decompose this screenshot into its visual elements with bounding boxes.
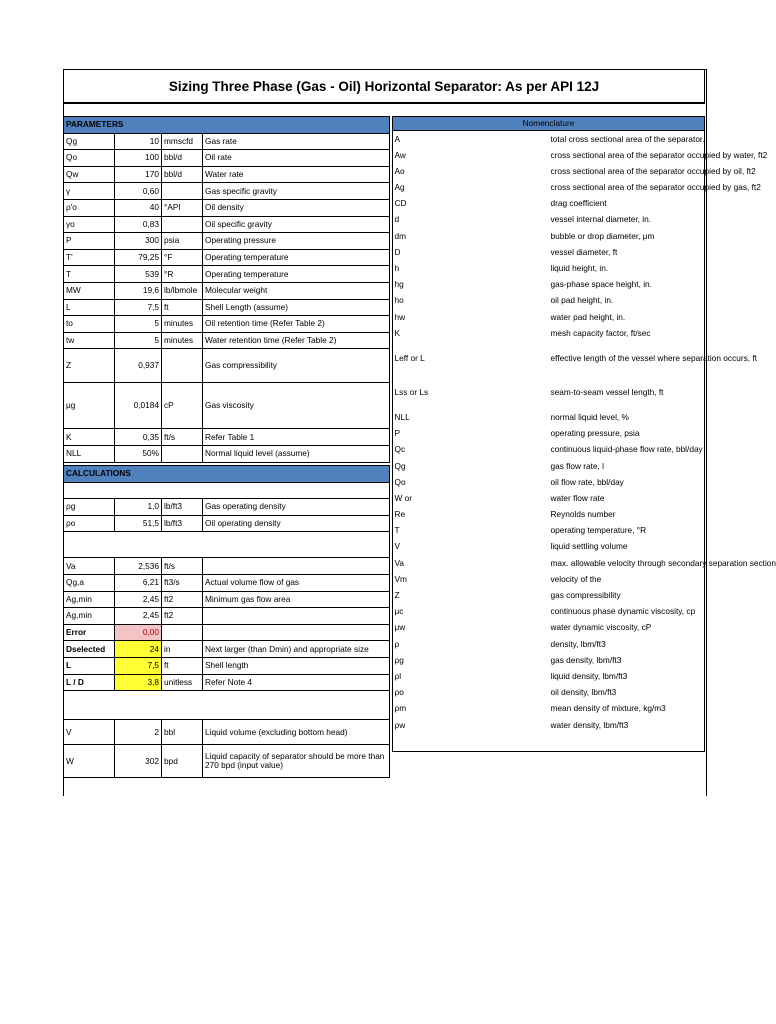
nomenclature-item — [393, 620, 705, 636]
divider — [63, 103, 705, 104]
nomenclature-item — [393, 163, 705, 179]
nomenclature-item — [393, 474, 705, 490]
row-unit: bpd — [162, 745, 203, 778]
row-symbol: Qg,a — [64, 574, 115, 591]
row-unit — [162, 624, 203, 641]
nomenclature-description: drag coefficient — [550, 198, 607, 209]
table-row — [64, 199, 390, 216]
nomenclature-description: oil density, lbm/ft3 — [550, 687, 617, 698]
row-unit: ft2 — [162, 608, 203, 625]
row-description — [203, 608, 390, 625]
nomenclature-description: mesh capacity factor, ft/sec — [550, 327, 651, 338]
row-description: Gas operating density — [203, 499, 390, 516]
row-unit: bbl/d — [162, 166, 203, 183]
row-description: Refer Table 1 — [203, 429, 390, 446]
row-description: Operating temperature — [203, 249, 390, 266]
nomenclature-item — [393, 442, 705, 458]
table-row — [64, 316, 390, 333]
row-unit: lb/ft3 — [162, 499, 203, 516]
row-unit: °F — [162, 249, 203, 266]
table-row — [64, 282, 390, 299]
row-description: Water retention time (Refer Table 2) — [203, 332, 390, 349]
nomenclature-item — [393, 180, 705, 196]
row-symbol: γo — [64, 216, 115, 233]
row-value: 6,21 — [115, 574, 162, 591]
nomenclature-description: cross sectional area of the separator occupied by gas, ft2 — [550, 182, 761, 193]
row-value: 3,8 — [115, 674, 162, 691]
table-row — [64, 383, 390, 429]
row-value: 50% — [115, 445, 162, 462]
row-description: Oil density — [203, 199, 390, 216]
table-row — [64, 515, 390, 532]
row-symbol: Qw — [64, 166, 115, 183]
nomenclature-description: oil flow rate, bbl/day — [550, 476, 624, 487]
table-row — [64, 499, 390, 516]
row-unit: °API — [162, 199, 203, 216]
nomenclature-symbol: Vm — [394, 573, 407, 584]
row-value: 0,937 — [115, 349, 162, 383]
nomenclature-item — [393, 539, 705, 555]
nomenclature-description: operating pressure, psia — [550, 428, 640, 439]
row-description: Water rate — [203, 166, 390, 183]
row-unit: ft — [162, 657, 203, 674]
nomenclature-description: normal liquid level, % — [550, 411, 629, 422]
nomenclature-symbol: W or — [394, 492, 413, 503]
row-unit: mmscfd — [162, 133, 203, 150]
row-symbol: Ag,min — [64, 591, 115, 608]
nomenclature-symbol: ρl — [394, 670, 402, 681]
nomenclature-symbol: Ag — [394, 182, 405, 193]
row-symbol: μg — [64, 383, 115, 429]
row-symbol: Ag,min — [64, 608, 115, 625]
nomenclature-symbol: ρo — [394, 687, 404, 698]
table-row — [64, 720, 390, 745]
nomenclature-description: gas density, lbm/ft3 — [550, 654, 622, 665]
nomenclature-symbol: d — [394, 214, 400, 225]
nomenclature-item — [393, 147, 705, 163]
nomenclature-description: effective length of the vessel where separation occurs, ft — [550, 352, 757, 363]
nomenclature-description: oil pad height, in. — [550, 295, 614, 306]
row-unit: minutes — [162, 332, 203, 349]
nomenclature-symbol: A — [394, 133, 401, 144]
table-row — [64, 558, 390, 575]
nomenclature-description: continuous liquid-phase flow rate, bbl/day — [550, 444, 703, 455]
nomenclature-description: water dynamic viscosity, cP — [550, 622, 652, 633]
row-value: 0,35 — [115, 429, 162, 446]
nomenclature-description: density, lbm/ft3 — [550, 638, 606, 649]
nomenclature-item — [393, 228, 705, 244]
row-description: Next larger (than Dmin) and appropriate size — [203, 641, 390, 658]
row-description: Oil operating density — [203, 515, 390, 532]
row-unit — [162, 445, 203, 462]
row-description: Shell Length (assume) — [203, 299, 390, 316]
row-description: Oil specific gravity — [203, 216, 390, 233]
row-value: 7,5 — [115, 657, 162, 674]
nomenclature-symbol: dm — [394, 230, 407, 241]
nomenclature-description: gas flow rate, l — [550, 460, 604, 471]
row-value: 5 — [115, 316, 162, 333]
nomenclature-item — [393, 636, 705, 652]
nomenclature-symbol: Leff or L — [394, 352, 425, 363]
nomenclature-item — [393, 309, 705, 325]
nomenclature-symbol: ho — [394, 295, 404, 306]
table-row — [64, 216, 390, 233]
row-value: 51,5 — [115, 515, 162, 532]
row-value: 19,6 — [115, 282, 162, 299]
nomenclature-item — [393, 244, 705, 260]
nomenclature-description: gas compressibility — [550, 590, 621, 601]
table-row — [64, 299, 390, 316]
row-symbol: MW — [64, 282, 115, 299]
nomenclature-symbol: Va — [394, 557, 405, 568]
nomenclature-symbol: Qo — [394, 476, 406, 487]
nomenclature-description: water flow rate — [550, 492, 605, 503]
nomenclature-header: Nomenclature — [393, 117, 705, 131]
row-unit: ft/s — [162, 429, 203, 446]
nomenclature-description: mean density of mixture, kg/m3 — [550, 703, 666, 714]
table-row — [64, 591, 390, 608]
table-row — [64, 745, 390, 778]
table-row — [64, 624, 390, 641]
row-symbol: L — [64, 299, 115, 316]
table-row — [64, 641, 390, 658]
nomenclature-description: operating temperature, °R — [550, 525, 647, 536]
row-symbol: Qo — [64, 150, 115, 167]
row-unit: psia — [162, 233, 203, 250]
nomenclature-item — [393, 604, 705, 620]
nomenclature-item — [393, 277, 705, 293]
nomenclature-item — [393, 507, 705, 523]
row-description — [203, 624, 390, 641]
calculations-table — [63, 465, 390, 778]
nomenclature-symbol: ρg — [394, 654, 404, 665]
row-unit: ft3/s — [162, 574, 203, 591]
nomenclature-symbol: Ao — [394, 165, 405, 176]
row-symbol: Qg — [64, 133, 115, 150]
nomenclature-item — [393, 588, 705, 604]
row-value: 0,83 — [115, 216, 162, 233]
nomenclature-description: water pad height, in. — [550, 311, 626, 322]
nomenclature-description: cross sectional area of the separator occupied by oil, ft2 — [550, 165, 756, 176]
nomenclature-symbol: ρ — [394, 638, 400, 649]
nomenclature-item — [393, 131, 705, 148]
nomenclature-item — [393, 490, 705, 506]
row-description: Refer Note 4 — [203, 674, 390, 691]
nomenclature-symbol: h — [394, 263, 400, 274]
row-description: Normal liquid level (assume) — [203, 445, 390, 462]
row-description: Oil retention time (Refer Table 2) — [203, 316, 390, 333]
nomenclature-item — [393, 701, 705, 717]
nomenclature-description: bubble or drop diameter, μm — [550, 230, 655, 241]
row-description: Operating temperature — [203, 266, 390, 283]
nomenclature-item — [393, 523, 705, 539]
nomenclature-description: liquid density, lbm/ft3 — [550, 670, 628, 681]
nomenclature-symbol: Z — [394, 590, 400, 601]
nomenclature-item — [393, 325, 705, 341]
nomenclature-symbol: V — [394, 541, 401, 552]
nomenclature-symbol: Qc — [394, 444, 406, 455]
row-value: 0,60 — [115, 183, 162, 200]
row-description: Liquid capacity of separator should be more than 270 bpd (input value) — [203, 745, 390, 778]
row-unit: °R — [162, 266, 203, 283]
nomenclature-item — [393, 668, 705, 684]
table-row — [64, 166, 390, 183]
row-value: 302 — [115, 745, 162, 778]
row-symbol: ρo — [64, 515, 115, 532]
row-description: Molecular weight — [203, 282, 390, 299]
nomenclature-description: total cross sectional area of the separator. — [550, 133, 705, 144]
row-unit: ft — [162, 299, 203, 316]
row-description: Gas viscosity — [203, 383, 390, 429]
nomenclature-description: water density, lbm/ft3 — [550, 719, 629, 730]
row-description: Shell length — [203, 657, 390, 674]
row-symbol: NLL — [64, 445, 115, 462]
table-row — [64, 574, 390, 591]
row-value: 300 — [115, 233, 162, 250]
row-unit: bbl/d — [162, 150, 203, 167]
row-description: Gas compressibility — [203, 349, 390, 383]
nomenclature-item — [393, 717, 705, 733]
nomenclature-description: seam-to-seam vessel length, ft — [550, 386, 664, 397]
row-unit: lb/lbmole — [162, 282, 203, 299]
row-symbol: L / D — [64, 674, 115, 691]
nomenclature-item — [393, 293, 705, 309]
row-symbol: tw — [64, 332, 115, 349]
parameters-table — [63, 116, 390, 463]
row-value: 2,45 — [115, 608, 162, 625]
nomenclature-symbol: ρm — [394, 703, 407, 714]
nomenclature-item — [393, 409, 705, 425]
nomenclature-description: velocity of the — [550, 573, 602, 584]
row-value: 0,0184 — [115, 383, 162, 429]
nomenclature-description: cross sectional area of the separator occupied by water, ft2 — [550, 149, 768, 160]
row-symbol: to — [64, 316, 115, 333]
row-description — [203, 558, 390, 575]
table-row — [64, 150, 390, 167]
table-row — [64, 608, 390, 625]
nomenclature-item — [393, 261, 705, 277]
row-unit: ft2 — [162, 591, 203, 608]
table-row — [64, 445, 390, 462]
nomenclature-description: vessel diameter, ft — [550, 246, 618, 257]
row-symbol: P — [64, 233, 115, 250]
row-description: Actual volume flow of gas — [203, 574, 390, 591]
nomenclature-description: continuous phase dynamic viscosity, cp — [550, 606, 696, 617]
nomenclature-description: liquid settling volume — [550, 541, 628, 552]
row-symbol: Error — [64, 624, 115, 641]
nomenclature-symbol: D — [394, 246, 401, 257]
table-row — [64, 429, 390, 446]
table-row — [64, 249, 390, 266]
nomenclature-item — [393, 212, 705, 228]
nomenclature-description: liquid height, in. — [550, 263, 609, 274]
nomenclature-symbol: hw — [394, 311, 406, 322]
row-description: Minimum gas flow area — [203, 591, 390, 608]
nomenclature-symbol: hg — [394, 279, 404, 290]
nomenclature-symbol: μw — [394, 622, 406, 633]
row-unit — [162, 183, 203, 200]
row-value: 100 — [115, 150, 162, 167]
row-value: 40 — [115, 199, 162, 216]
row-description: Oil rate — [203, 150, 390, 167]
nomenclature-symbol: Qg — [394, 460, 406, 471]
row-unit: ft/s — [162, 558, 203, 575]
nomenclature-symbol: ρw — [394, 719, 406, 730]
row-symbol: ρg — [64, 499, 115, 516]
table-row — [64, 266, 390, 283]
nomenclature-symbol: P — [394, 428, 401, 439]
table-row — [64, 233, 390, 250]
row-value: 10 — [115, 133, 162, 150]
nomenclature-item — [393, 375, 705, 409]
row-symbol: γ — [64, 183, 115, 200]
row-unit: bbl — [162, 720, 203, 745]
row-symbol: Va — [64, 558, 115, 575]
row-unit: minutes — [162, 316, 203, 333]
nomenclature-symbol: NLL — [394, 411, 410, 422]
row-value: 0,00 — [115, 624, 162, 641]
row-value: 24 — [115, 641, 162, 658]
row-unit — [162, 349, 203, 383]
nomenclature-item — [393, 341, 705, 375]
row-value: 2,45 — [115, 591, 162, 608]
row-value: 170 — [115, 166, 162, 183]
row-unit: lb/ft3 — [162, 515, 203, 532]
row-value: 7,5 — [115, 299, 162, 316]
table-row — [64, 657, 390, 674]
nomenclature-symbol: Lss or Ls — [394, 386, 429, 397]
row-description: Liquid volume (excluding bottom head) — [203, 720, 390, 745]
table-row — [64, 332, 390, 349]
row-value: 79,25 — [115, 249, 162, 266]
row-symbol: T' — [64, 249, 115, 266]
row-unit: in — [162, 641, 203, 658]
nomenclature-symbol: μc — [394, 606, 404, 617]
row-value: 2,536 — [115, 558, 162, 575]
nomenclature-item — [393, 685, 705, 701]
nomenclature-symbol: T — [394, 525, 400, 536]
row-unit — [162, 216, 203, 233]
row-value: 5 — [115, 332, 162, 349]
row-symbol: ρ'o — [64, 199, 115, 216]
nomenclature-item — [393, 555, 705, 571]
row-value: 1,0 — [115, 499, 162, 516]
nomenclature-item — [393, 196, 705, 212]
row-symbol: K — [64, 429, 115, 446]
calculations-header: CALCULATIONS — [64, 466, 390, 483]
nomenclature-description: Reynolds number — [550, 509, 616, 520]
table-row — [64, 133, 390, 150]
parameters-header: PARAMETERS — [64, 117, 390, 134]
row-value: 2 — [115, 720, 162, 745]
row-unit: unitless — [162, 674, 203, 691]
nomenclature-description: vessel internal diameter, in. — [550, 214, 652, 225]
row-description: Gas specific gravity — [203, 183, 390, 200]
nomenclature-symbol: Re — [394, 509, 406, 520]
nomenclature-table — [392, 116, 776, 733]
row-value: 539 — [115, 266, 162, 283]
table-row — [64, 183, 390, 200]
row-symbol: V — [64, 720, 115, 745]
nomenclature-symbol: K — [394, 327, 401, 338]
nomenclature-item — [393, 571, 705, 587]
nomenclature-description: gas-phase space height, in. — [550, 279, 652, 290]
nomenclature-item — [393, 426, 705, 442]
row-symbol: W — [64, 745, 115, 778]
row-symbol: T — [64, 266, 115, 283]
table-row — [64, 349, 390, 383]
page-title: Sizing Three Phase (Gas - Oil) Horizontal Separator: As per API 12J — [63, 69, 705, 103]
row-description: Gas rate — [203, 133, 390, 150]
row-unit: cP — [162, 383, 203, 429]
row-symbol: Z — [64, 349, 115, 383]
nomenclature-symbol: Aw — [394, 149, 406, 160]
row-symbol: L — [64, 657, 115, 674]
row-symbol: Dselected — [64, 641, 115, 658]
table-row — [64, 674, 390, 691]
row-description: Operating pressure — [203, 233, 390, 250]
nomenclature-description: max. allowable velocity through secondary separation section — [550, 557, 776, 568]
nomenclature-item — [393, 652, 705, 668]
nomenclature-symbol: CD — [394, 198, 407, 209]
nomenclature-item — [393, 458, 705, 474]
